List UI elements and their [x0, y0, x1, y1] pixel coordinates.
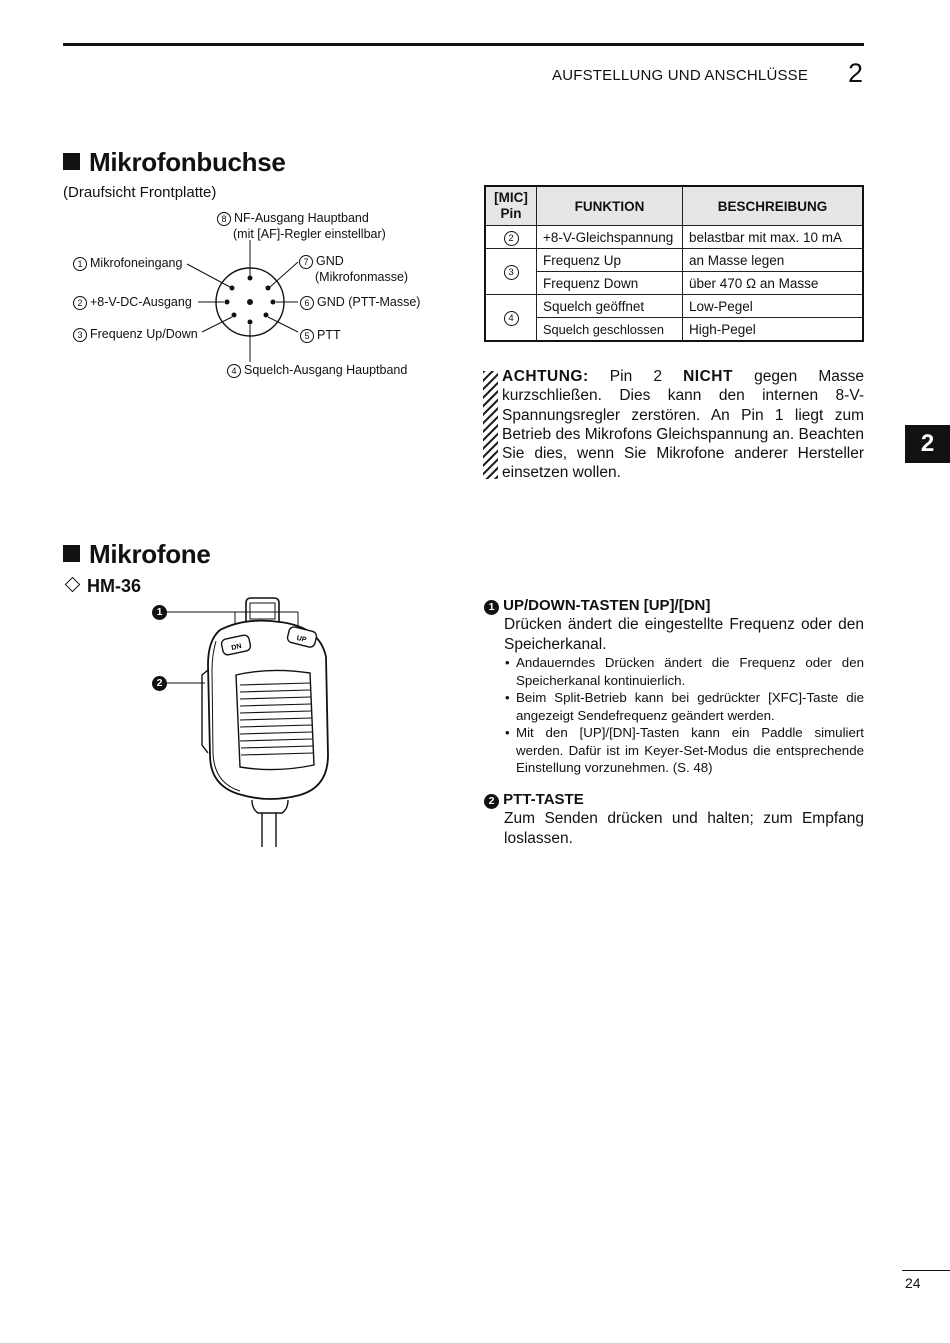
beschreibung-cell: an Masse legen	[683, 249, 864, 272]
table-header-row	[485, 186, 863, 226]
list-item: • Beim Split-Betrieb kann bei gedrückter [XFC]-Taste die angezeigt Sendefrequenz geändert werden.	[516, 689, 864, 724]
page-number: 24	[905, 1275, 921, 1291]
up-key-label: UP	[295, 634, 307, 644]
header-rule	[63, 43, 864, 46]
list-item: • Andauerndes Drücken ändert die Frequenz oder den Speicherkanal kontinuierlich.	[516, 654, 864, 689]
pin-cell: 4	[485, 295, 537, 342]
table-row	[485, 226, 863, 249]
microphone-illustration	[150, 595, 340, 850]
caution-text: ACHTUNG: Pin 2 NICHT gegen Masse kurzschließen. Dies kann den internen 8-V-Spannungsregler zerstören. An Pin 1 liegt zum Betrieb des Mikrofons Gleichspannung an. Beachten Sie dies, wenn Sie Mikrofone anderer Hersteller einsetzen wollen.	[502, 368, 864, 482]
pin3-label: 3 Frequenz Up/Down	[73, 327, 198, 342]
pin6-label: 6 GND (PTT-Masse)	[300, 295, 420, 310]
funktion-cell: +8-V-Gleichspannung	[537, 226, 683, 249]
section-heading-socket: Mikrofonbuchse	[63, 147, 286, 178]
beschreibung-cell: High-Pegel	[683, 318, 864, 342]
pin5-label: 5 PTT	[300, 328, 341, 343]
list-item: • Mit den [UP]/[DN]-Tasten kann ein Paddle simuliert werden. Dafür ist im Keyer-Set-Modus die entsprechende Einstellung vorzunehmen. (S. 48)	[516, 724, 864, 777]
pin4-label: 4 Squelch-Ausgang Hauptband	[227, 363, 407, 378]
beschreibung-cell: belastbar mit max. 10 mA	[683, 226, 864, 249]
desc1-text: Drücken ändert die eingestellte Frequenz oder den Speicherkanal.	[504, 616, 864, 653]
beschreibung-cell: Low-Pegel	[683, 295, 864, 318]
header-funktion: FUNKTION	[537, 186, 683, 226]
header-mic-pin: [MIC] Pin	[485, 186, 537, 226]
square-bullet-icon	[63, 545, 80, 562]
desc1-bullets	[516, 654, 864, 777]
chapter-number: 2	[848, 58, 864, 88]
funktion-cell: Frequenz Up	[537, 249, 683, 272]
table-row	[485, 295, 863, 318]
beschreibung-cell: über 470 Ω an Masse	[683, 272, 864, 295]
chapter-side-tab: 2	[905, 425, 950, 463]
section-heading-microphones: Mikrofone	[63, 539, 211, 570]
funktion-cell: Frequenz Down	[537, 272, 683, 295]
funktion-cell: Squelch geschlossen	[537, 318, 683, 342]
chapter-title: AUFSTELLUNG UND ANSCHLÜSSE	[552, 67, 809, 84]
pin7-label-note: (Mikrofonmasse)	[315, 270, 409, 284]
page-number-rule	[902, 1270, 950, 1271]
square-bullet-icon	[63, 153, 80, 170]
callout-2-badge: 2	[152, 676, 167, 691]
desc2-heading: 2 PTT-TASTE	[484, 791, 584, 809]
desc2-text: Zum Senden drücken und halten; zum Empfang loslassen.	[504, 810, 864, 847]
table-row	[485, 272, 863, 295]
socket-subtitle: (Draufsicht Frontplatte)	[63, 184, 217, 201]
callout-1-badge: 1	[152, 605, 167, 620]
pin1-label: 1 Mikrofoneingang	[73, 256, 182, 271]
desc1-heading: 1 UP/DOWN-TASTEN [UP]/[DN]	[484, 597, 710, 615]
diamond-icon	[65, 577, 81, 593]
table-row	[485, 249, 863, 272]
pin-cell: 2	[485, 226, 537, 249]
model-heading: HM-36	[63, 576, 141, 597]
pin8-label-note: (mit [AF]-Regler einstellbar)	[233, 227, 386, 241]
pin2-label: 2 +8-V-DC-Ausgang	[73, 295, 192, 310]
pin7-label: 7 GND	[299, 254, 344, 269]
table-row	[485, 318, 863, 342]
header-beschreibung: BESCHREIBUNG	[683, 186, 864, 226]
pin-table	[484, 185, 864, 342]
funktion-cell: Squelch geöffnet	[537, 295, 683, 318]
caution-hatch-bar	[483, 371, 498, 479]
dn-key-label: DN	[230, 642, 243, 652]
pin-cell: 3	[485, 249, 537, 295]
pin8-label: 8 NF-Ausgang Hauptband	[217, 211, 369, 226]
